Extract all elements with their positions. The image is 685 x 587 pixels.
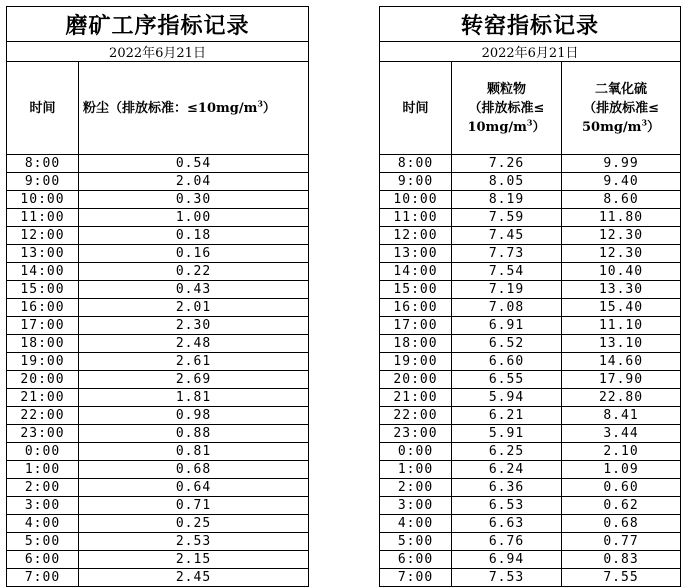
time-cell: 12:00 (7, 227, 79, 245)
particulate-value-cell: 7.54 (452, 263, 562, 281)
table-row (380, 569, 681, 587)
table-row (7, 173, 309, 191)
table-row (7, 371, 309, 389)
time-cell: 21:00 (7, 389, 79, 407)
time-cell: 12:00 (380, 227, 452, 245)
table-body (7, 155, 309, 587)
table-title: 转窑指标记录 (380, 7, 681, 42)
kiln-indicator-table (379, 6, 681, 587)
column-header-sulfur-dioxide: 二氧化硫 （排放标准≤ $50mg/m^3$） (562, 62, 681, 155)
time-cell: 1:00 (7, 461, 79, 479)
dust-value-cell: 0.18 (79, 227, 309, 245)
sulfur-dioxide-value-cell: 17.90 (562, 371, 681, 389)
time-cell: 9:00 (380, 173, 452, 191)
table-row (7, 281, 309, 299)
time-cell: 4:00 (7, 515, 79, 533)
table-row (7, 443, 309, 461)
sulfur-dioxide-value-cell: 0.77 (562, 533, 681, 551)
time-cell: 6:00 (380, 551, 452, 569)
table-row (7, 515, 309, 533)
time-cell: 15:00 (7, 281, 79, 299)
table-row (7, 263, 309, 281)
table-row (7, 551, 309, 569)
sulfur-dioxide-value-cell: 12.30 (562, 245, 681, 263)
time-cell: 22:00 (380, 407, 452, 425)
table-row (7, 227, 309, 245)
table-row (7, 479, 309, 497)
dust-value-cell: 2.30 (79, 317, 309, 335)
table-row (7, 389, 309, 407)
table-row (380, 461, 681, 479)
particulate-value-cell: 5.91 (452, 425, 562, 443)
table-row (380, 551, 681, 569)
sulfur-dioxide-value-cell: 13.30 (562, 281, 681, 299)
time-cell: 18:00 (7, 335, 79, 353)
particulate-value-cell: 6.94 (452, 551, 562, 569)
time-cell: 3:00 (7, 497, 79, 515)
sulfur-dioxide-value-cell: 1.09 (562, 461, 681, 479)
sulfur-dioxide-value-cell: 0.68 (562, 515, 681, 533)
table-row (7, 317, 309, 335)
column-header-time: 时间 (7, 62, 79, 155)
time-cell: 20:00 (380, 371, 452, 389)
time-cell: 15:00 (380, 281, 452, 299)
dust-value-cell: 0.68 (79, 461, 309, 479)
table-row (380, 407, 681, 425)
time-cell: 8:00 (380, 155, 452, 173)
particulate-value-cell: 6.63 (452, 515, 562, 533)
particulate-value-cell: 7.19 (452, 281, 562, 299)
dust-value-cell: 0.71 (79, 497, 309, 515)
time-cell: 7:00 (380, 569, 452, 587)
particulate-value-cell: 7.45 (452, 227, 562, 245)
dust-value-cell: 1.81 (79, 389, 309, 407)
sulfur-dioxide-value-cell: 10.40 (562, 263, 681, 281)
time-cell: 4:00 (380, 515, 452, 533)
dust-value-cell: 0.22 (79, 263, 309, 281)
table-row (7, 155, 309, 173)
time-cell: 23:00 (7, 425, 79, 443)
dust-value-cell: 2.45 (79, 569, 309, 587)
column-header-time: 时间 (380, 62, 452, 155)
dust-value-cell: 2.01 (79, 299, 309, 317)
dust-value-cell: 0.88 (79, 425, 309, 443)
particulate-value-cell: 7.59 (452, 209, 562, 227)
time-cell: 0:00 (7, 443, 79, 461)
sulfur-dioxide-value-cell: 11.10 (562, 317, 681, 335)
table-row (380, 155, 681, 173)
dust-value-cell: 0.54 (79, 155, 309, 173)
table-body (380, 155, 681, 587)
time-cell: 18:00 (380, 335, 452, 353)
table-row (380, 479, 681, 497)
dust-value-cell: 0.16 (79, 245, 309, 263)
table-row (7, 461, 309, 479)
table-row (7, 245, 309, 263)
dust-value-cell: 2.61 (79, 353, 309, 371)
time-cell: 3:00 (380, 497, 452, 515)
time-cell: 14:00 (380, 263, 452, 281)
table-row (380, 209, 681, 227)
table-date: 2022年6月21日 (7, 42, 309, 62)
table-row (380, 263, 681, 281)
table-row (380, 299, 681, 317)
table-row (380, 335, 681, 353)
table-row (380, 245, 681, 263)
particulate-value-cell: 6.24 (452, 461, 562, 479)
sulfur-dioxide-value-cell: 9.40 (562, 173, 681, 191)
table-row (380, 497, 681, 515)
particulate-value-cell: 6.76 (452, 533, 562, 551)
particulate-value-cell: 7.53 (452, 569, 562, 587)
dust-value-cell: 0.64 (79, 479, 309, 497)
time-cell: 0:00 (380, 443, 452, 461)
table-row (380, 353, 681, 371)
particulate-value-cell: 6.53 (452, 497, 562, 515)
table-row (380, 425, 681, 443)
sulfur-dioxide-value-cell: 2.10 (562, 443, 681, 461)
sulfur-dioxide-value-cell: 15.40 (562, 299, 681, 317)
dust-value-cell: 2.15 (79, 551, 309, 569)
dust-value-cell: 0.25 (79, 515, 309, 533)
particulate-value-cell: 6.21 (452, 407, 562, 425)
sulfur-dioxide-value-cell: 11.80 (562, 209, 681, 227)
column-header-particulate: 颗粒物 （排放标准≤ $10mg/m^3$） (452, 62, 562, 155)
time-cell: 16:00 (7, 299, 79, 317)
time-cell: 22:00 (7, 407, 79, 425)
table-row (380, 173, 681, 191)
time-cell: 2:00 (7, 479, 79, 497)
table-row (7, 191, 309, 209)
particulate-value-cell: 7.26 (452, 155, 562, 173)
table-row (380, 533, 681, 551)
particulate-value-cell: 6.60 (452, 353, 562, 371)
time-cell: 13:00 (380, 245, 452, 263)
time-cell: 2:00 (380, 479, 452, 497)
dust-value-cell: 2.69 (79, 371, 309, 389)
particulate-value-cell: 7.73 (452, 245, 562, 263)
table-row (7, 299, 309, 317)
particulate-value-cell: 7.08 (452, 299, 562, 317)
table-row (7, 407, 309, 425)
dust-value-cell: 0.81 (79, 443, 309, 461)
particulate-value-cell: 5.94 (452, 389, 562, 407)
dust-value-cell: 0.98 (79, 407, 309, 425)
table-row (380, 227, 681, 245)
time-cell: 5:00 (380, 533, 452, 551)
time-cell: 17:00 (380, 317, 452, 335)
table-row (380, 515, 681, 533)
table-row (7, 353, 309, 371)
particulate-value-cell: 8.19 (452, 191, 562, 209)
particulate-value-cell: 6.52 (452, 335, 562, 353)
sulfur-dioxide-value-cell: 9.99 (562, 155, 681, 173)
sulfur-dioxide-value-cell: 0.83 (562, 551, 681, 569)
sulfur-dioxide-value-cell: 0.62 (562, 497, 681, 515)
dust-value-cell: 0.43 (79, 281, 309, 299)
time-cell: 1:00 (380, 461, 452, 479)
time-cell: 10:00 (7, 191, 79, 209)
particulate-value-cell: 8.05 (452, 173, 562, 191)
particulate-value-cell: 6.55 (452, 371, 562, 389)
time-cell: 19:00 (7, 353, 79, 371)
time-cell: 9:00 (7, 173, 79, 191)
table-row (380, 281, 681, 299)
dust-value-cell: 2.53 (79, 533, 309, 551)
time-cell: 11:00 (380, 209, 452, 227)
sulfur-dioxide-value-cell: 3.44 (562, 425, 681, 443)
table-row (7, 425, 309, 443)
sulfur-dioxide-value-cell: 22.80 (562, 389, 681, 407)
time-cell: 17:00 (7, 317, 79, 335)
dust-value-cell: 2.48 (79, 335, 309, 353)
grinding-indicator-table (6, 6, 309, 587)
time-cell: 5:00 (7, 533, 79, 551)
table-row (380, 443, 681, 461)
time-cell: 19:00 (380, 353, 452, 371)
sulfur-dioxide-value-cell: 14.60 (562, 353, 681, 371)
sulfur-dioxide-value-cell: 13.10 (562, 335, 681, 353)
table-row (7, 569, 309, 587)
table-date: 2022年6月21日 (380, 42, 681, 62)
time-cell: 7:00 (7, 569, 79, 587)
time-cell: 6:00 (7, 551, 79, 569)
sulfur-dioxide-value-cell: 12.30 (562, 227, 681, 245)
table-row (7, 533, 309, 551)
sulfur-dioxide-value-cell: 0.60 (562, 479, 681, 497)
table-row (7, 335, 309, 353)
sulfur-dioxide-value-cell: 8.60 (562, 191, 681, 209)
time-cell: 21:00 (380, 389, 452, 407)
particulate-value-cell: 6.36 (452, 479, 562, 497)
table-row (380, 389, 681, 407)
table-row (380, 317, 681, 335)
time-cell: 10:00 (380, 191, 452, 209)
table-title: 磨矿工序指标记录 (7, 7, 309, 42)
time-cell: 14:00 (7, 263, 79, 281)
sulfur-dioxide-value-cell: 7.55 (562, 569, 681, 587)
dust-value-cell: 1.00 (79, 209, 309, 227)
particulate-value-cell: 6.25 (452, 443, 562, 461)
time-cell: 13:00 (7, 245, 79, 263)
dust-value-cell: 0.30 (79, 191, 309, 209)
table-row (380, 371, 681, 389)
dust-value-cell: 2.04 (79, 173, 309, 191)
time-cell: 23:00 (380, 425, 452, 443)
table-row (7, 209, 309, 227)
sulfur-dioxide-value-cell: 8.41 (562, 407, 681, 425)
time-cell: 16:00 (380, 299, 452, 317)
table-row (7, 497, 309, 515)
time-cell: 8:00 (7, 155, 79, 173)
particulate-value-cell: 6.91 (452, 317, 562, 335)
time-cell: 20:00 (7, 371, 79, 389)
table-row (380, 191, 681, 209)
time-cell: 11:00 (7, 209, 79, 227)
column-header-dust: 粉尘（排放标准：$\le 10mg/m^3$） (79, 62, 309, 155)
